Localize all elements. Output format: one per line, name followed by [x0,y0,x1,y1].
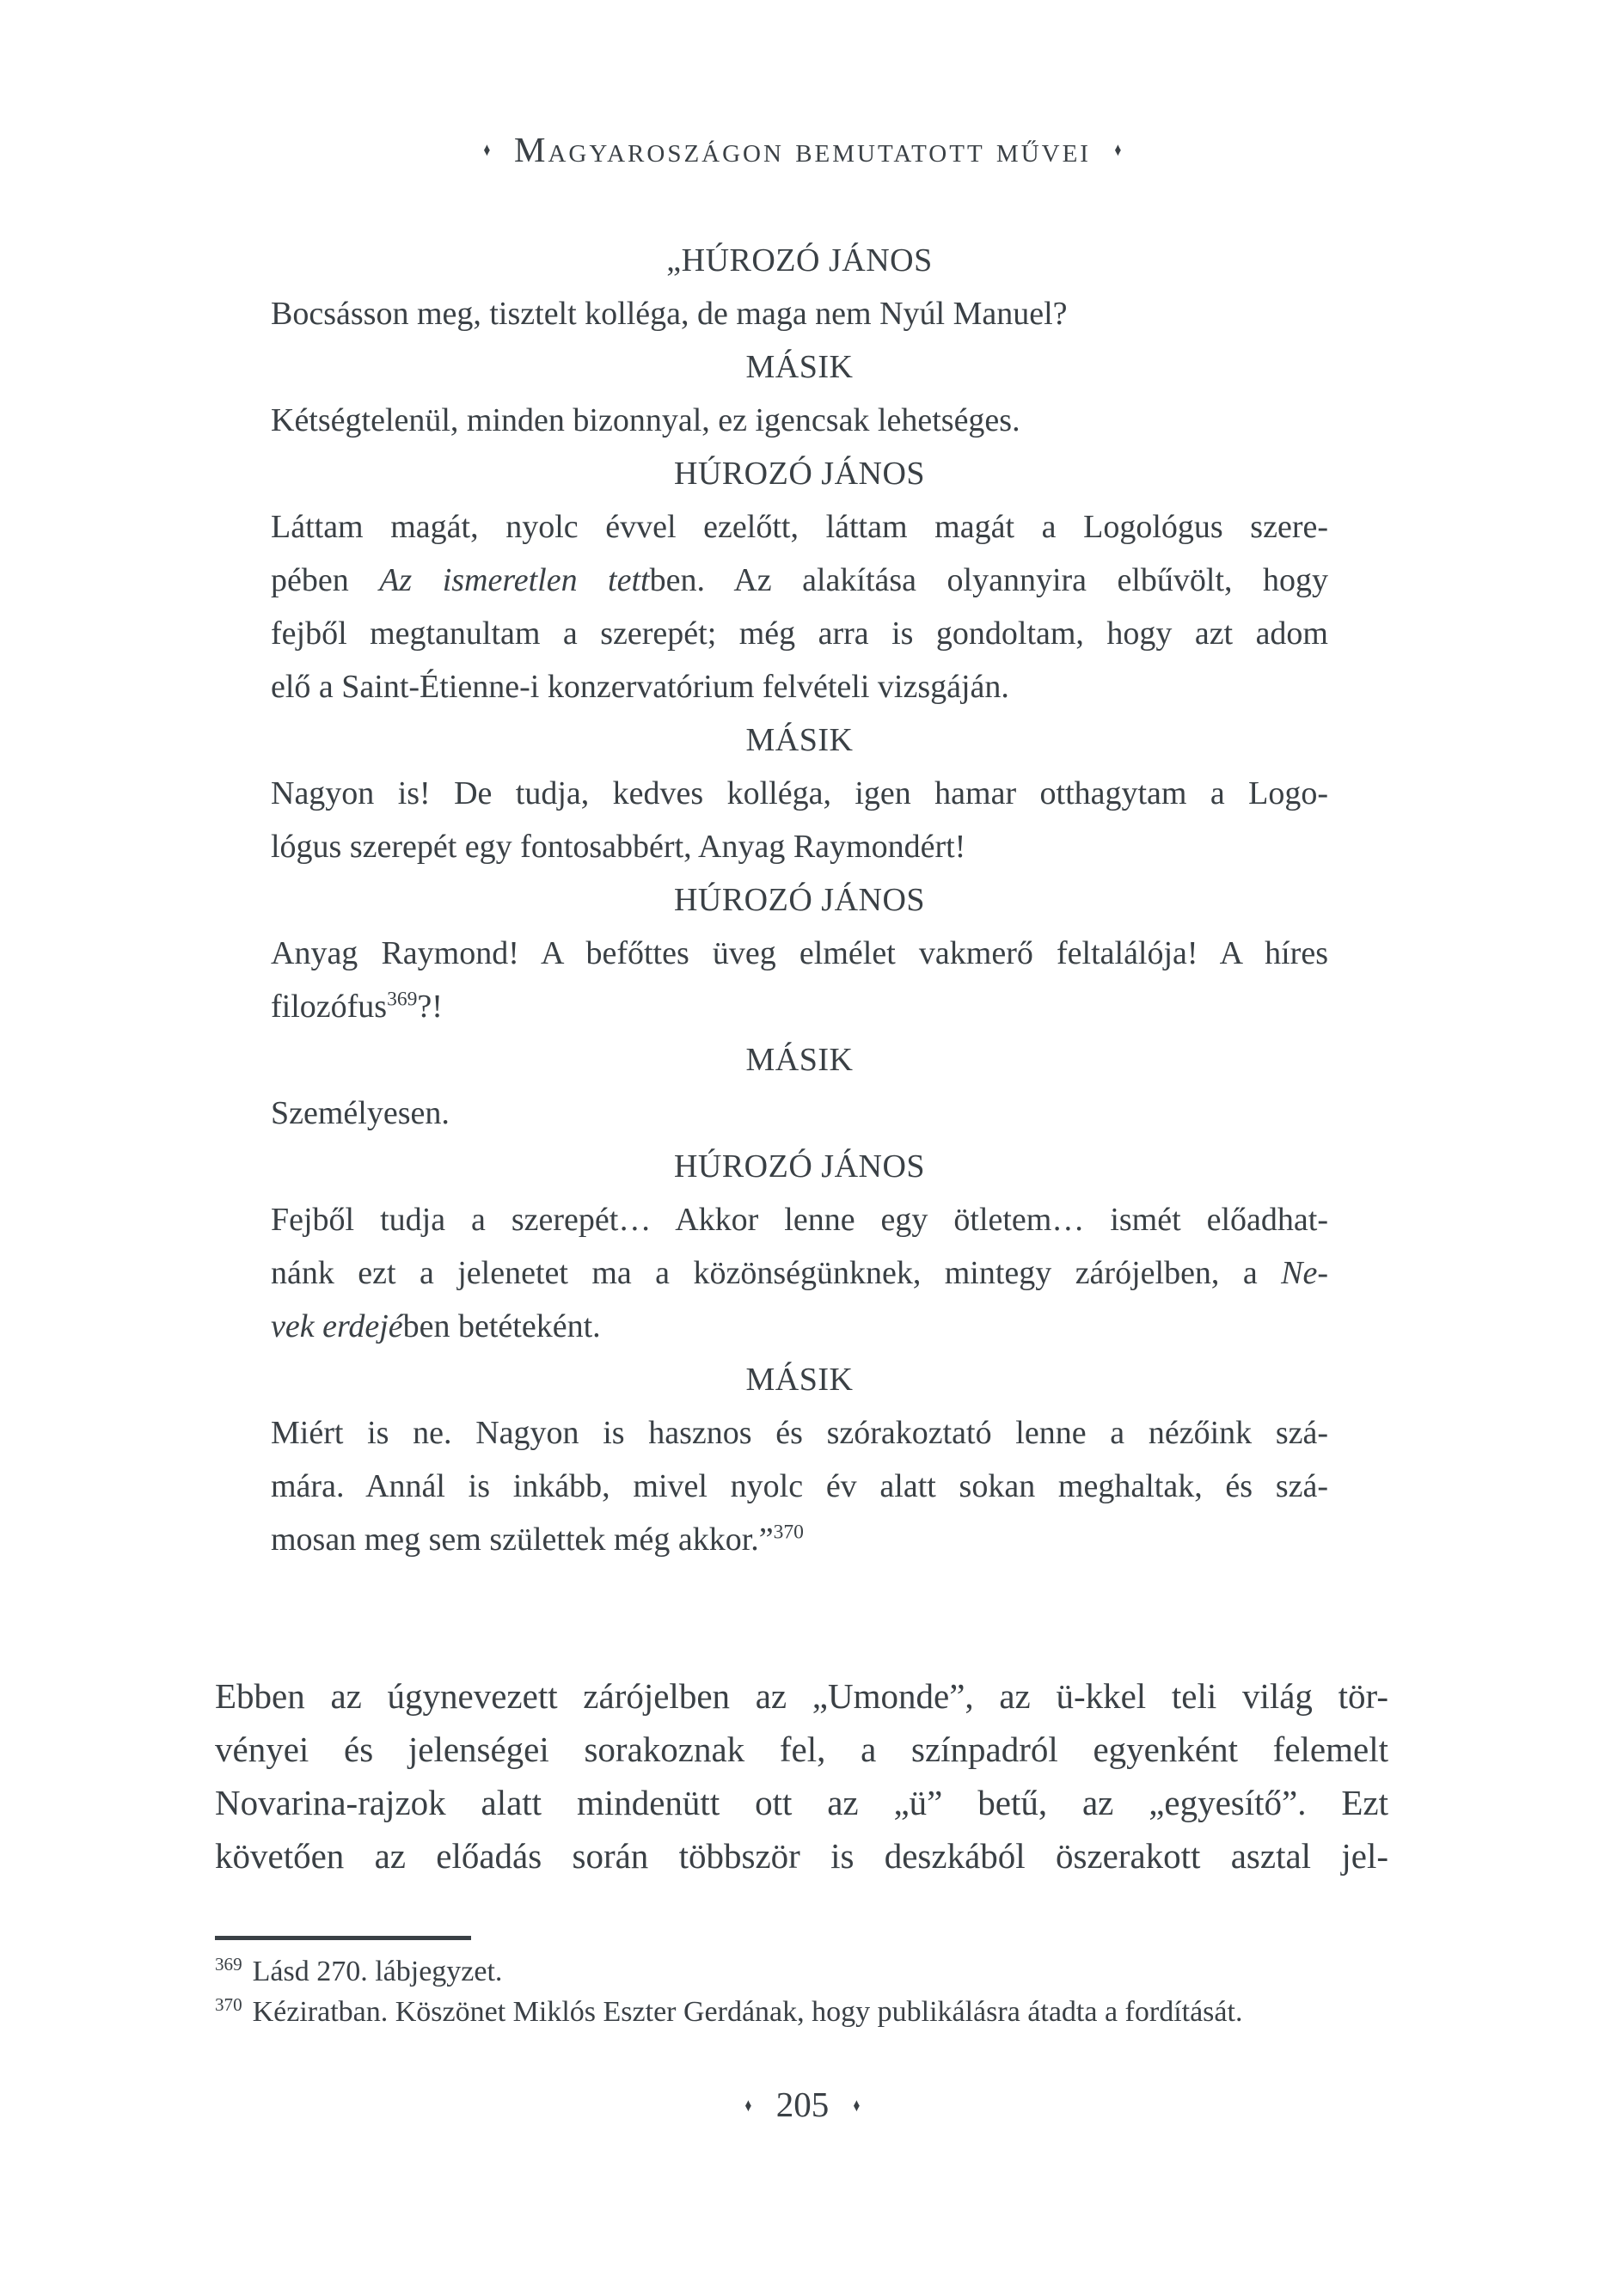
text-segment: mára. Annál is inkább, mivel nyolc év alatt sokan meghaltak, és szá- [271,1468,1328,1504]
text-segment: fejből megtanultam a szerepét; még arra is gondoltam, hogy azt adom [271,615,1328,652]
text-segment: Novarina-rajzok alatt mindenütt ott az „ü” betű, az „egyesítő”. Ezt [215,1783,1388,1822]
footnote-item [215,1951,1397,1992]
text-segment: pében [271,562,380,598]
footnote-item [215,1992,1397,2032]
character-name [271,713,1328,767]
character-name [271,340,1328,394]
speech-line [271,767,1328,820]
text-segment: lógus szerepét egy fontosabbért, Anyag Raymondért! [271,829,966,865]
body-line [215,1829,1388,1883]
speech-line [271,1513,1328,1566]
character-name [271,1140,1328,1193]
text-segment: ?! [417,989,443,1025]
text-segment: követően az előadás során többször is deszkából öszerakott asztal jel- [215,1836,1388,1876]
diamond-icon: ♦ [483,138,491,160]
text-segment: Miért is ne. Nagyon is hasznos és szórakoztató lenne a nézőink szá- [271,1415,1328,1451]
character-name [271,234,1328,287]
text-segment: MÁSIK [745,1362,854,1398]
text-segment: Fejből tudja a szerepét… Akkor lenne egy ötletem… ismét előadhat- [271,1202,1328,1238]
body-line [215,1723,1388,1776]
text-segment: MÁSIK [745,722,854,758]
running-header-title: Magyaroszágon bemutatott művei [514,130,1091,169]
footnote-rule [215,1936,471,1940]
speech-line [271,820,1328,873]
speech-line [271,287,1328,340]
text-segment: Nagyon is! De tudja, kedves kolléga, igen hamar otthagytam a Logo- [271,775,1328,811]
speech-line [271,1246,1328,1300]
text-segment: Személyesen. [271,1095,450,1131]
speech-line [271,1087,1328,1140]
text-segment: nánk ezt a jelenetet ma a közönségünknek, mintegy zárójelben, a [271,1255,1282,1291]
speech-line [271,1193,1328,1246]
text-segment: MÁSIK [745,349,854,385]
speech-line [271,1406,1328,1460]
body-line [215,1669,1388,1723]
character-name [271,447,1328,500]
speech-line [271,660,1328,713]
footnote-text: Kéziratban. Köszönet Miklós Eszter Gerdának, hogy publikálásra átadta a fordítását. [252,1996,1243,2028]
text-segment: Anyag Raymond! A befőttes üveg elmélet vakmerő feltalálója! A híres [271,935,1328,971]
diamond-icon: ♦ [744,2094,752,2115]
text-segment: Láttam magát, nyolc évvel ezelőtt, láttam magát a Logológus szere- [271,509,1328,545]
text-segment: HÚROZÓ JÁNOS [673,456,926,492]
diamond-icon: ♦ [1114,138,1122,160]
footnote-number: 370 [215,1993,242,2015]
speech-line [271,607,1328,660]
body-line [215,1776,1388,1829]
speech-line [271,500,1328,554]
running-header [0,129,1605,170]
text-segment: „HÚROZÓ JÁNOS [666,242,933,279]
text-segment: vek erdejé [271,1308,403,1344]
diamond-icon: ♦ [853,2094,861,2115]
speech-line [271,1460,1328,1513]
body-paragraph [215,1669,1388,1883]
text-segment: MÁSIK [745,1042,854,1078]
speech-line [271,980,1328,1033]
footnotes [215,1951,1397,2032]
text-segment: Ne- [1281,1255,1328,1291]
text-segment: Az ismeretlen tett [379,562,650,598]
text-segment: HÚROZÓ JÁNOS [673,882,926,918]
character-name [271,1353,1328,1406]
page-number-value: 205 [775,2085,830,2124]
text-segment: ben. Az alakítása olyannyira elbűvölt, hogy [649,562,1329,598]
dialogue-block [271,234,1328,1566]
text-segment: vényei és jelenségei sorakoznak fel, a színpadról egyenként felemelt [215,1730,1388,1769]
text-segment: Bocsásson meg, tisztelt kolléga, de maga nem Nyúl Manuel? [271,296,1068,332]
footnote-text: Lásd 270. lábjegyzet. [252,1956,503,1987]
footnote-reference: 369 [387,988,418,1011]
speech-line [271,394,1328,447]
footnote-number: 369 [215,1953,242,1975]
character-name [271,1033,1328,1087]
speech-line [271,554,1328,607]
text-segment: HÚROZÓ JÁNOS [673,1148,926,1185]
footnote-reference: 370 [773,1521,804,1544]
character-name [271,873,1328,927]
text-segment: Ebben az úgynevezett zárójelben az „Umonde”, az ü-kkel teli világ tör- [215,1676,1388,1716]
page-number [0,2084,1605,2125]
speech-line [271,927,1328,980]
speech-line [271,1300,1328,1353]
text-segment: filozófus [271,989,388,1025]
text-segment: ben betéteként. [402,1308,601,1344]
text-segment: elő a Saint-Étienne-i konzervatórium felvételi vizsgáján. [271,669,1009,705]
text-segment: mosan meg sem születtek még akkor.” [271,1521,774,1558]
text-segment: Kétségtelenül, minden bizonnyal, ez igencsak lehetséges. [271,402,1020,438]
